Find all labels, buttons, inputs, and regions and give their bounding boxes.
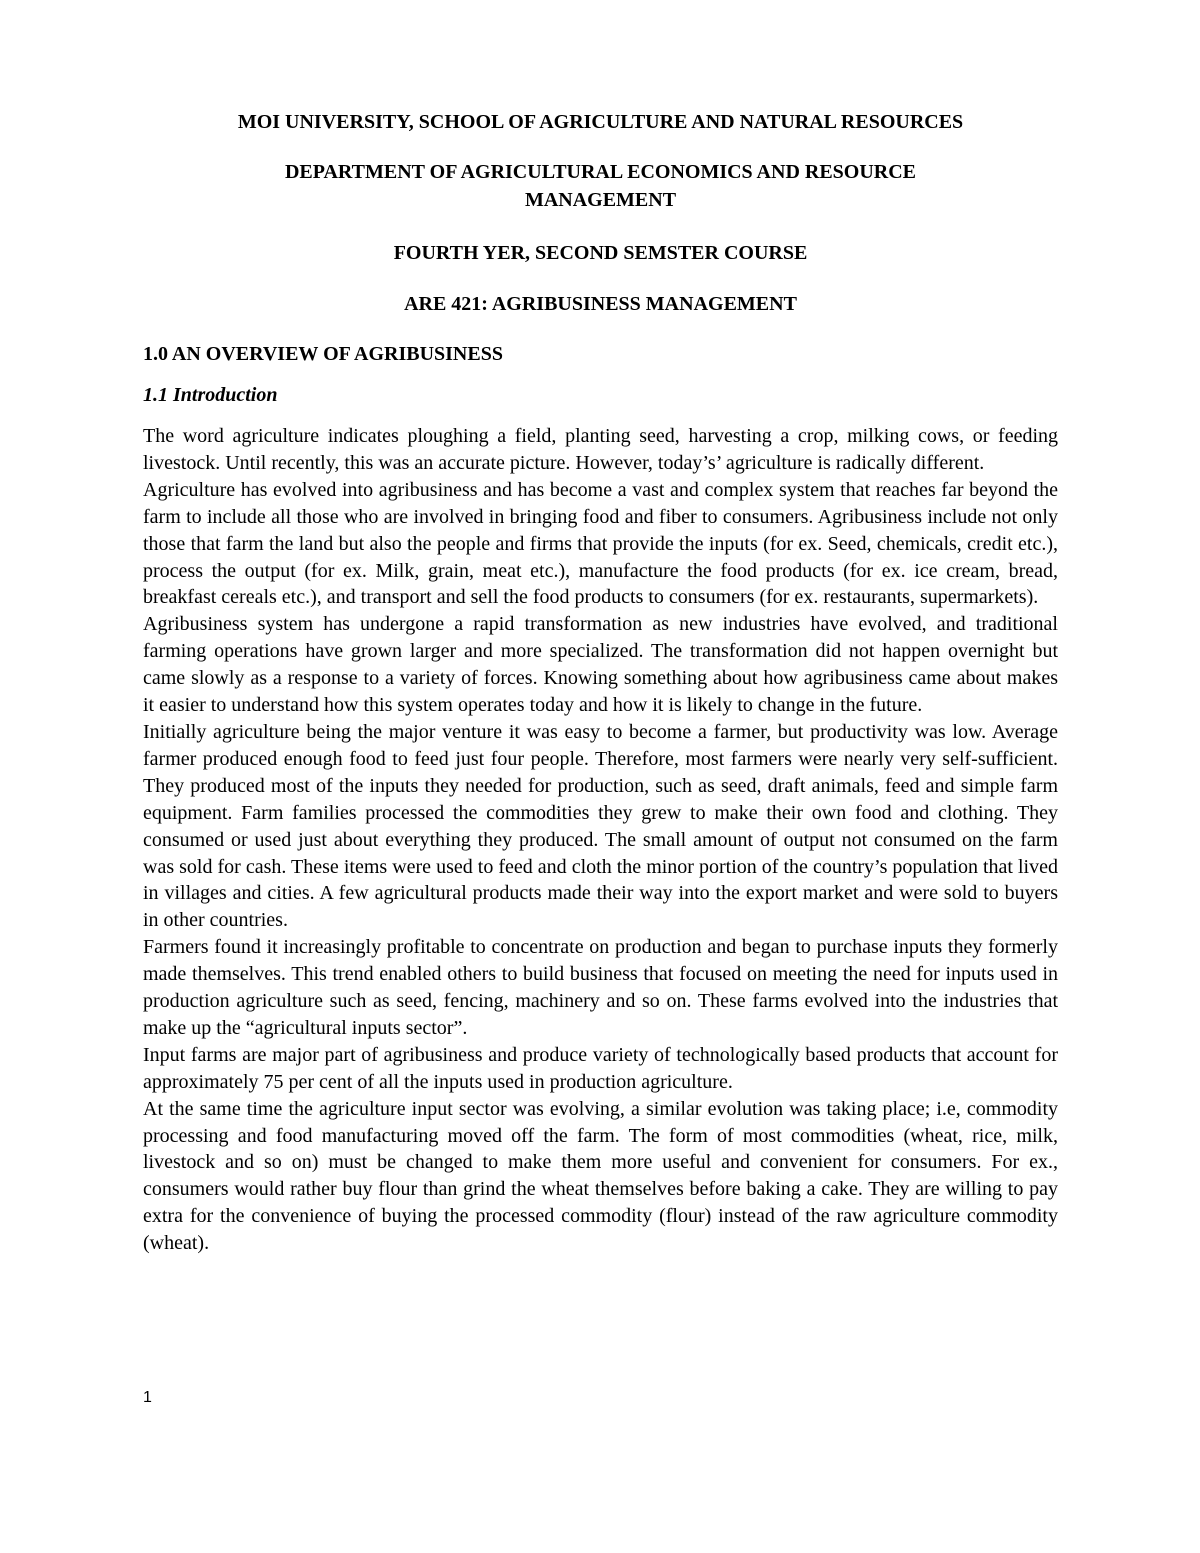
body-text <box>143 423 1058 1257</box>
course-level-heading: FOURTH YER, SECOND SEMSTER COURSE <box>393 242 808 264</box>
paragraph: Agribusiness system has undergone a rapid transformation as new industries have evolved, and traditional farming operations have grown larger and more specialized. The transformation did not happen overnight but came slowly as a response to a variety of forces. Knowing something about how agribusiness came about makes it easier to understand how this system operates today and how it is likely to change in the future. <box>143 613 1058 717</box>
page-number: 1 <box>143 1389 152 1406</box>
paragraph: Input farms are major part of agribusiness and produce variety of technologically based products that account for approximately 75 per cent of all the inputs used in production agriculture. <box>143 1043 1058 1093</box>
paragraph: At the same time the agriculture input sector was evolving, a similar evolution was taking place; i.e, commodity processing and food manufacturing moved off the farm. The form of most commodities (wheat, rice, milk, livestock and so on) must be changed to make them more useful and convenient for consumers. For ex., consumers would rather buy flour than grind the wheat themselves before baking a cake. They are willing to pay extra for the convenience of buying the processed commodity (flour) instead of the raw agriculture commodity (wheat). <box>143 1097 1058 1255</box>
paragraph: Farmers found it increasingly profitable to concentrate on production and began to purchase inputs they formerly made themselves. This trend enabled others to build business that focused on meeting the need for inputs used in production agriculture such as seed, fencing, machinery and so on. These farms evolved into the industries that make up the “agricultural inputs sector”. <box>143 936 1058 1039</box>
section-heading: 1.0 AN OVERVIEW OF AGRIBUSINESS <box>143 343 503 365</box>
department-heading: DEPARTMENT OF AGRICULTURAL ECONOMICS AND RESOURCE MANAGEMENT <box>284 161 917 211</box>
paragraph: Agriculture has evolved into agribusiness and has become a vast and complex system that reaches far beyond the farm to include all those who are involved in bringing food and fiber to consumers. Agribusiness include not only those that farm the land but also the people and firms that provide the inputs (for ex. Seed, chemicals, credit etc.), process the output (for ex. Milk, grain, meat etc.), manufacture the food products (for ex. ice cream, bread, breakfast cereals etc.), and transport and sell the food products to consumers (for ex. restaurants, supermarkets). <box>143 478 1058 609</box>
subsection-heading: 1.1 Introduction <box>143 384 278 406</box>
course-title-heading: ARE 421: AGRIBUSINESS MANAGEMENT <box>404 293 797 315</box>
paragraph: Initially agriculture being the major venture it was easy to become a farmer, but productivity was low. Average farmer produced enough food to feed just four people. Therefore, most farmers were nearly very self-sufficient. They produced most of the inputs they needed for production, such as seed, draft animals, feed and simple farm equipment. Farm families processed the commodities they grew to make their own food and clothing. They consumed or used just about everything they produced. The small amount of output not consumed on the farm was sold for cash. These items were used to feed and cloth the minor portion of the country’s population that lived in villages and cities. A few agricultural products made their way into the export market and were sold to buyers in other countries. <box>143 720 1058 932</box>
paragraph: The word agriculture indicates ploughing a field, planting seed, harvesting a crop, milking cows, or feeding livestock. Until recently, this was an accurate picture. However, today’s’ agriculture is radically different. <box>143 425 1058 474</box>
university-heading: MOI UNIVERSITY, SCHOOL OF AGRICULTURE AND NATURAL RESOURCES <box>237 111 964 133</box>
